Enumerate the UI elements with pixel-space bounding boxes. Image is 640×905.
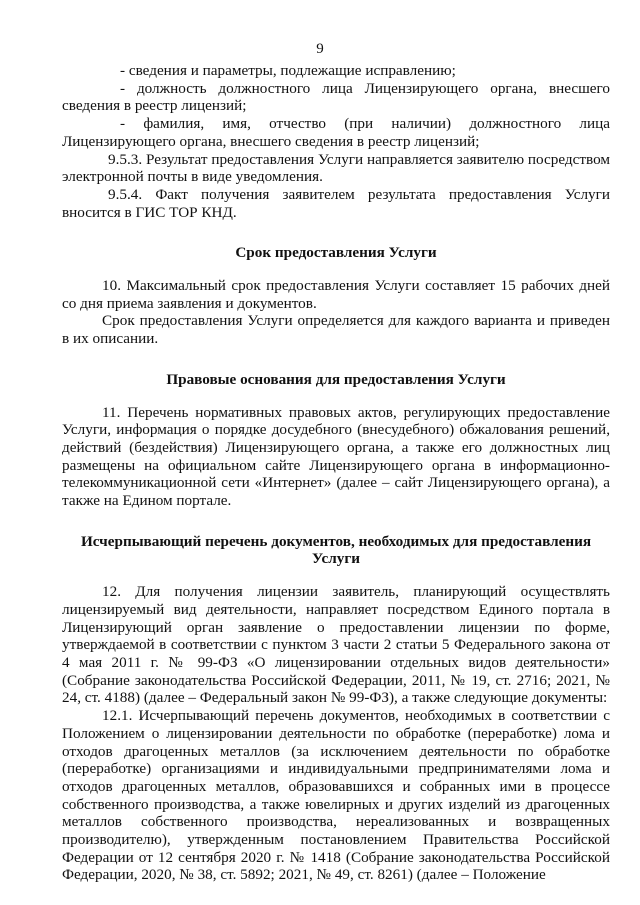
paragraph-9-5-4: 9.5.4. Факт получения заявителем результата предоставления Услуги вносится в ГИС ТОР КНД. xyxy=(62,185,610,221)
section-heading-documents xyxy=(62,533,610,568)
section-heading-term: Срок предоставления Услуги xyxy=(235,244,437,262)
section-heading-documents-line1: Исчерпывающий перечень документов, необходимых для предоставления xyxy=(80,532,592,550)
paragraph-10: 10. Максимальный срок предоставления Услуги составляет 15 рабочих дней со дня приема заявления и документов. xyxy=(62,277,610,312)
paragraph-12-1: 12.1. Исчерпывающий перечень документов, необходимых в соответствии с Положением о лицензировании деятельности по обработке (переработке) лома и отходов драгоценных металлов (за исключением деятельности по обработке (переработке) организациями и индивидуальными предпринимателями лома и отходов драгоценных металлов, образовавшихся и собранных ими в процессе собственного производства, а также ювелирных и других изделий из драгоценных металлов собственного производства, нереализованных и возвращенных производителю), утвержденным постановлением Правительства Российской Федерации от 12 сентября 2020 г. № 1418 (Собрание законодательства Российской Федерации, 2020, № 38, ст. 5892; 2021, № 49, ст. 8261) (далее – Положение xyxy=(62,707,610,884)
section-heading-documents-line2: Услуги xyxy=(311,550,360,568)
list-item-correction-details: - сведения и параметры, подлежащие исправлению; xyxy=(120,62,456,79)
list-item-official-name: - фамилия, имя, отчество (при наличии) должностного лица Лицензирующего органа, внесшего сведения в реестр лицензий; xyxy=(62,115,610,150)
document-body xyxy=(62,62,610,884)
page-number: 9 xyxy=(316,41,324,57)
list-item-official-position: - должность должностного лица Лицензирующего органа, внесшего сведения в реестр лицензий; xyxy=(62,79,610,115)
paragraph-9-5-3: 9.5.3. Результат предоставления Услуги направляется заявителю посредством электронной почты в виде уведомления. xyxy=(62,150,610,186)
paragraph-term-variants: Срок предоставления Услуги определяется для каждого варианта и приведен в их описании. xyxy=(62,312,610,348)
section-heading-legal-basis: Правовые основания для предоставления Услуги xyxy=(166,370,506,388)
paragraph-12: 12. Для получения лицензии заявитель, планирующий осуществлять лицензируемый вид деятельности, направляет посредством Единого портала в Лицензирующий орган заявление о предоставлении лицензии по форме, утверждаемой в соответствии с пунктом 3 части 2 статьи 5 Федерального закона от 4 мая 2011 г. № 99-ФЗ «О лицензировании отдельных видов деятельности» (Собрание законодательства Российской Федерации, 2011, № 19, ст. 2716; 2021, № 24, ст. 4188) (далее – Федеральный закон № 99-ФЗ), а также следующие документы: xyxy=(62,583,610,707)
paragraph-11: 11. Перечень нормативных правовых актов, регулирующих предоставление Услуги, информация о порядке досудебного (внесудебного) обжалования решений, действий (бездействия) Лицензирующего органа, а также его должностных лиц размещены на официальном сайте Лицензирующего органа в информационно-телекоммуникационной сети «Интернет» (далее – сайт Лицензирующего органа), а также на Едином портале. xyxy=(62,403,610,510)
